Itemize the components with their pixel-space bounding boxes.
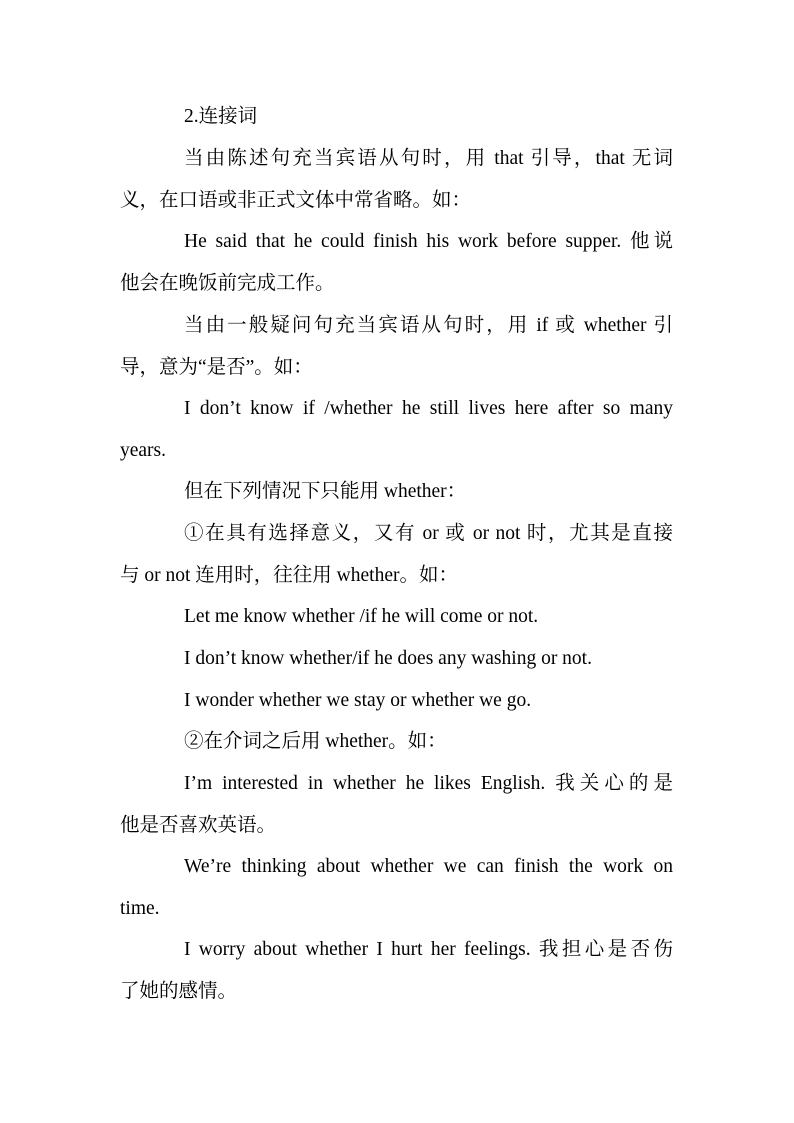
example-sentence: He said that he could finish his work before supper. 他说 [184,231,673,252]
paragraph-line: 但在下列情况下只能用 whether： [184,481,467,502]
paragraph-line: 义，在口语或非正式文体中常省略。如： [120,190,472,211]
example-sentence: time. [120,898,160,919]
paragraph-line: 导，意为“是否”。如： [120,357,313,378]
example-sentence: I worry about whether I hurt her feelings. 我担心是否伤 [184,939,673,960]
example-sentence: I’m interested in whether he likes English. 我关心的是 [184,773,673,794]
section-heading: 2.连接词 [184,106,258,127]
rule-item: 与 or not 连用时，往往用 whether。如： [120,565,458,586]
example-translation: 他是否喜欢英语。 [120,815,277,836]
example-sentence: years. [120,440,167,461]
paragraph-line: 当由一般疑问句充当宾语从句时，用 if 或 whether 引 [184,315,673,336]
paragraph-line: 当由陈述句充当宾语从句时，用 that 引导，that 无词 [184,148,673,169]
example-sentence: Let me know whether /if he will come or not. [184,606,539,627]
example-sentence: I wonder whether we stay or whether we go. [184,690,532,711]
example-sentence: I don’t know whether/if he does any washing or not. [184,648,592,669]
example-sentence: I don’t know if /whether he still lives here after so many [184,398,673,419]
rule-item: ①在具有选择意义，又有 or 或 or not 时，尤其是直接 [184,523,673,544]
example-sentence: We’re thinking about whether we can finish the work on [184,856,673,877]
example-translation: 了她的感情。 [120,981,238,1002]
example-translation: 他会在晚饭前完成工作。 [120,273,335,294]
rule-item: ②在介词之后用 whether。如： [184,731,447,752]
